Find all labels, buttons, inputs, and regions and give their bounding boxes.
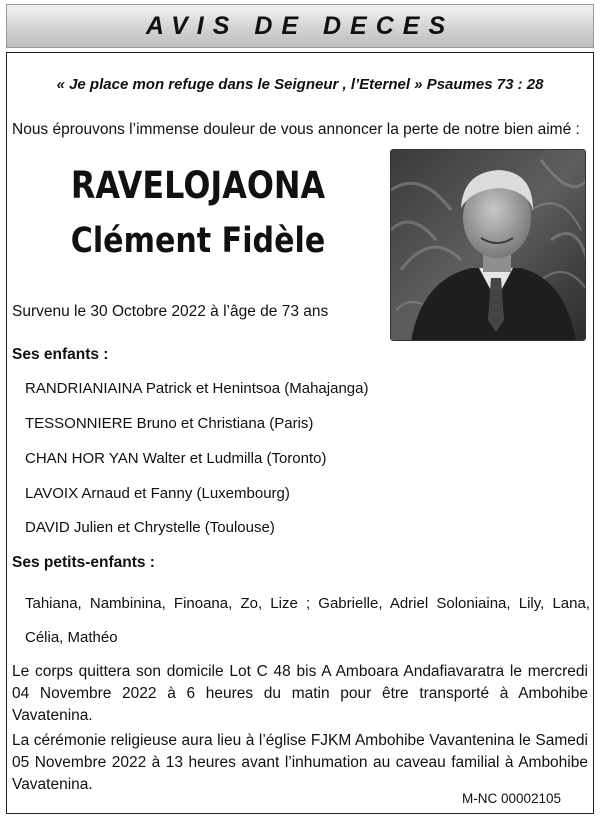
deceased-last-name: RAVELOJAONA	[70, 164, 326, 207]
grandchildren-list: Tahiana, Nambinina, Finoana, Zo, Lize ; Gabrielle, Adriel Soloniaina, Lily, Lana, Célia, Mathéo	[25, 595, 590, 646]
intro-text: Nous éprouvons l’immense douleur de vous annoncer la perte de notre bien aimé :	[12, 121, 580, 138]
header-banner	[6, 4, 594, 48]
children-heading: Ses enfants :	[12, 346, 109, 363]
ceremony-paragraph: La cérémonie religieuse aura lieu à l’église FJKM Ambohibe Vavantenina le Samedi 05 Novembre 2022 à 13 heures avant l’inhumation au caveau familial à Ambohibe Vavatenina.	[12, 732, 588, 793]
scripture-quote: « Je place mon refuge dans le Seigneur , l’Eternel » Psaumes 73 : 28	[56, 76, 544, 93]
deceased-first-names: Clément Fidèle	[70, 221, 326, 261]
child-item: RANDRIANIAINA Patrick et Henintsoa (Mahajanga)	[25, 380, 369, 397]
child-item: CHAN HOR YAN Walter et Ludmilla (Toronto)	[25, 450, 327, 467]
reference-code: M-NC 00002105	[462, 791, 562, 806]
grandchildren-heading: Ses petits-enfants :	[12, 554, 155, 571]
child-item: TESSONNIERE Bruno et Christiana (Paris)	[25, 415, 314, 432]
departure-paragraph: Le corps quittera son domicile Lot C 48 bis A Amboara Andafiavaratra le mercredi 04 Novembre 2022 à 6 heures du matin pour être transporté à Ambohibe Vavatenina.	[12, 663, 588, 724]
child-item: LAVOIX Arnaud et Fanny (Luxembourg)	[25, 485, 290, 502]
child-item: DAVID Julien et Chrystelle (Toulouse)	[25, 519, 275, 536]
date-of-death: Survenu le 30 Octobre 2022 à l’âge de 73 ans	[12, 303, 329, 320]
notice-title: AVIS DE DECES	[145, 11, 455, 40]
deceased-portrait	[390, 149, 586, 341]
